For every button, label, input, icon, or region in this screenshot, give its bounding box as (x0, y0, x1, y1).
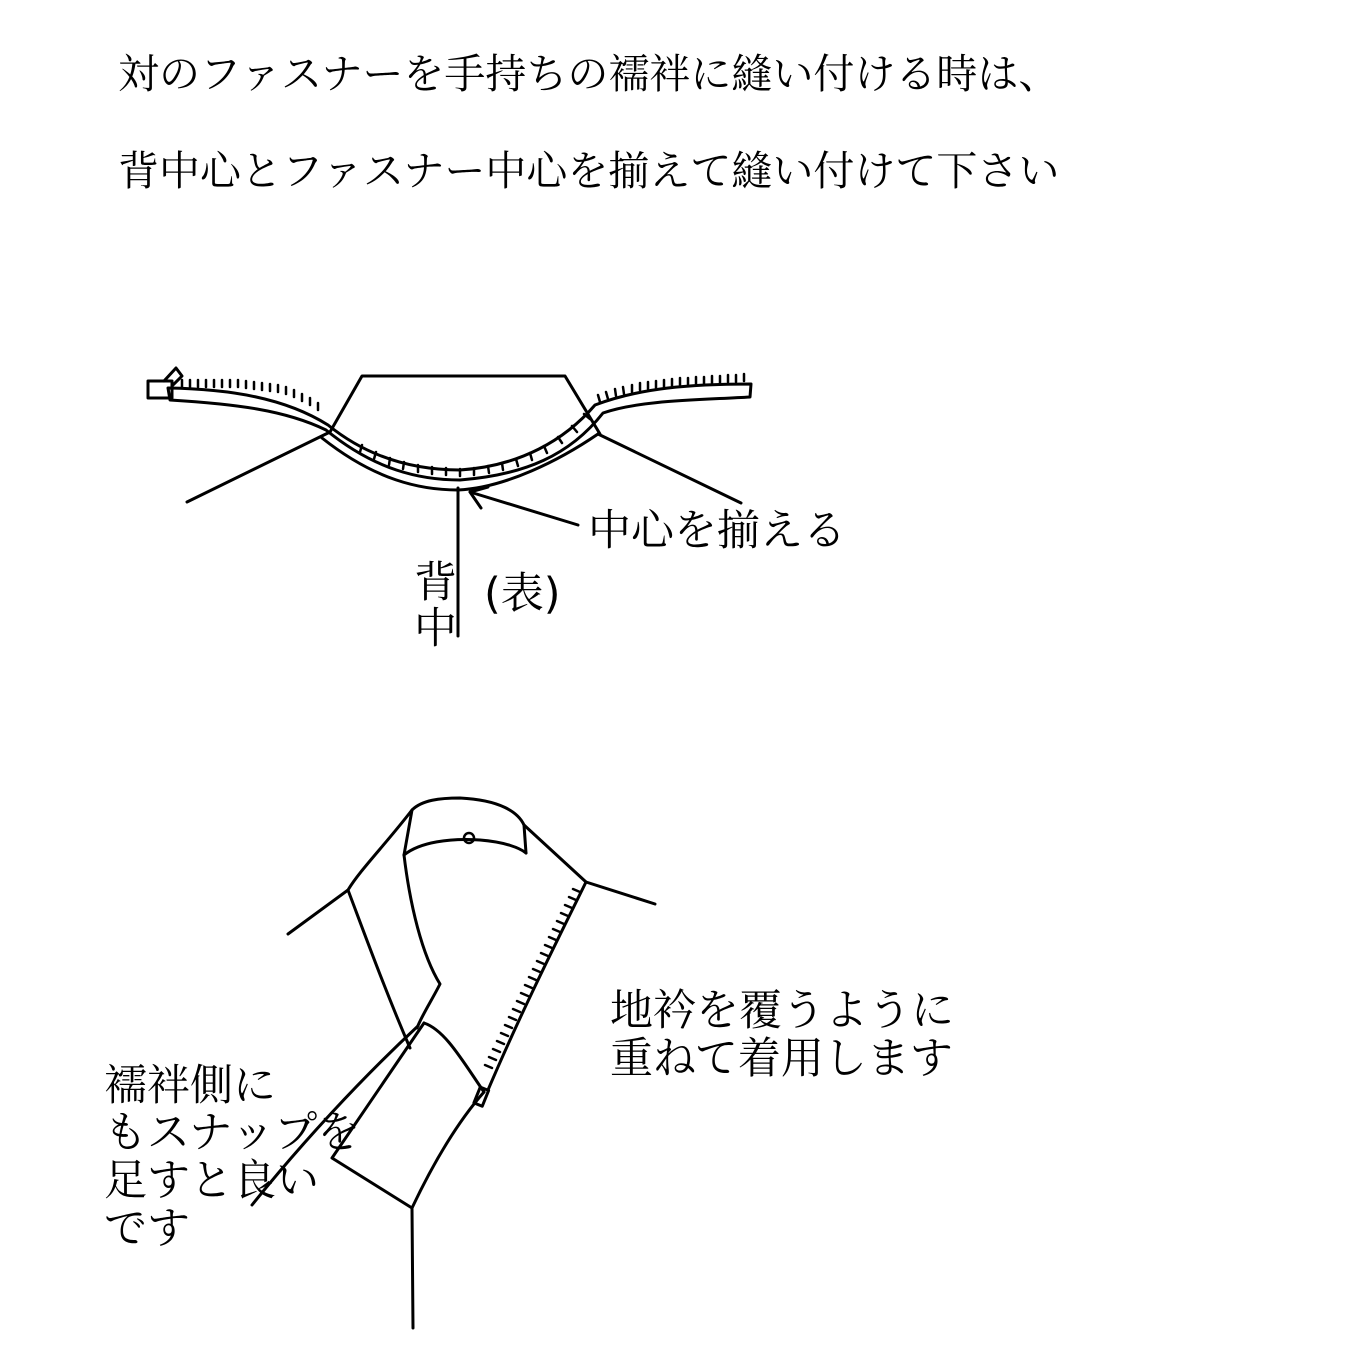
snap-note-line-1: 襦袢側に (104, 1061, 276, 1111)
cover-note-line-1: 地衿を覆うように (610, 986, 954, 1036)
overcollar-lower (412, 1092, 484, 1208)
zipper-teeth-front (485, 889, 580, 1068)
snap-note-line-4: です (104, 1204, 190, 1254)
collar-inner-curve (322, 434, 598, 490)
overcollar-inner-fold (424, 1023, 484, 1092)
collar-right-edge (524, 825, 655, 904)
collar-right-extension (598, 434, 741, 503)
collar-back-panel (330, 376, 600, 434)
instruction-line-1: 対のファスナーを手持ちの襦袢に縫い付ける時は、 (118, 50, 1060, 98)
front-center-line (412, 1208, 413, 1328)
collar-front-fold (404, 855, 440, 1028)
collar-left-outer (288, 810, 412, 934)
cover-note-line-2: 重ねて着用します (610, 1034, 953, 1084)
snap-note-line-2: もスナップを (104, 1108, 361, 1158)
snap-note-line-3: 足すと良い (104, 1156, 319, 1206)
collar-left-inner (348, 890, 410, 1048)
collar-bottom-diagram (252, 798, 655, 1328)
overcollar-edge (488, 882, 586, 1090)
zipper-teeth-center (360, 414, 590, 476)
align-center-label: 中心を揃える (588, 506, 846, 556)
back-center-label-2: 中 (414, 604, 457, 654)
align-arrow-line (470, 492, 578, 525)
collar-left-extension (187, 432, 330, 502)
zipper-pull-tab (164, 368, 182, 386)
face-side-label: (表) (484, 569, 561, 619)
back-center-label-1: 背 (414, 558, 457, 608)
instruction-line-2: 背中心とファスナー中心を揃えて縫い付けて下さい (118, 147, 1060, 195)
